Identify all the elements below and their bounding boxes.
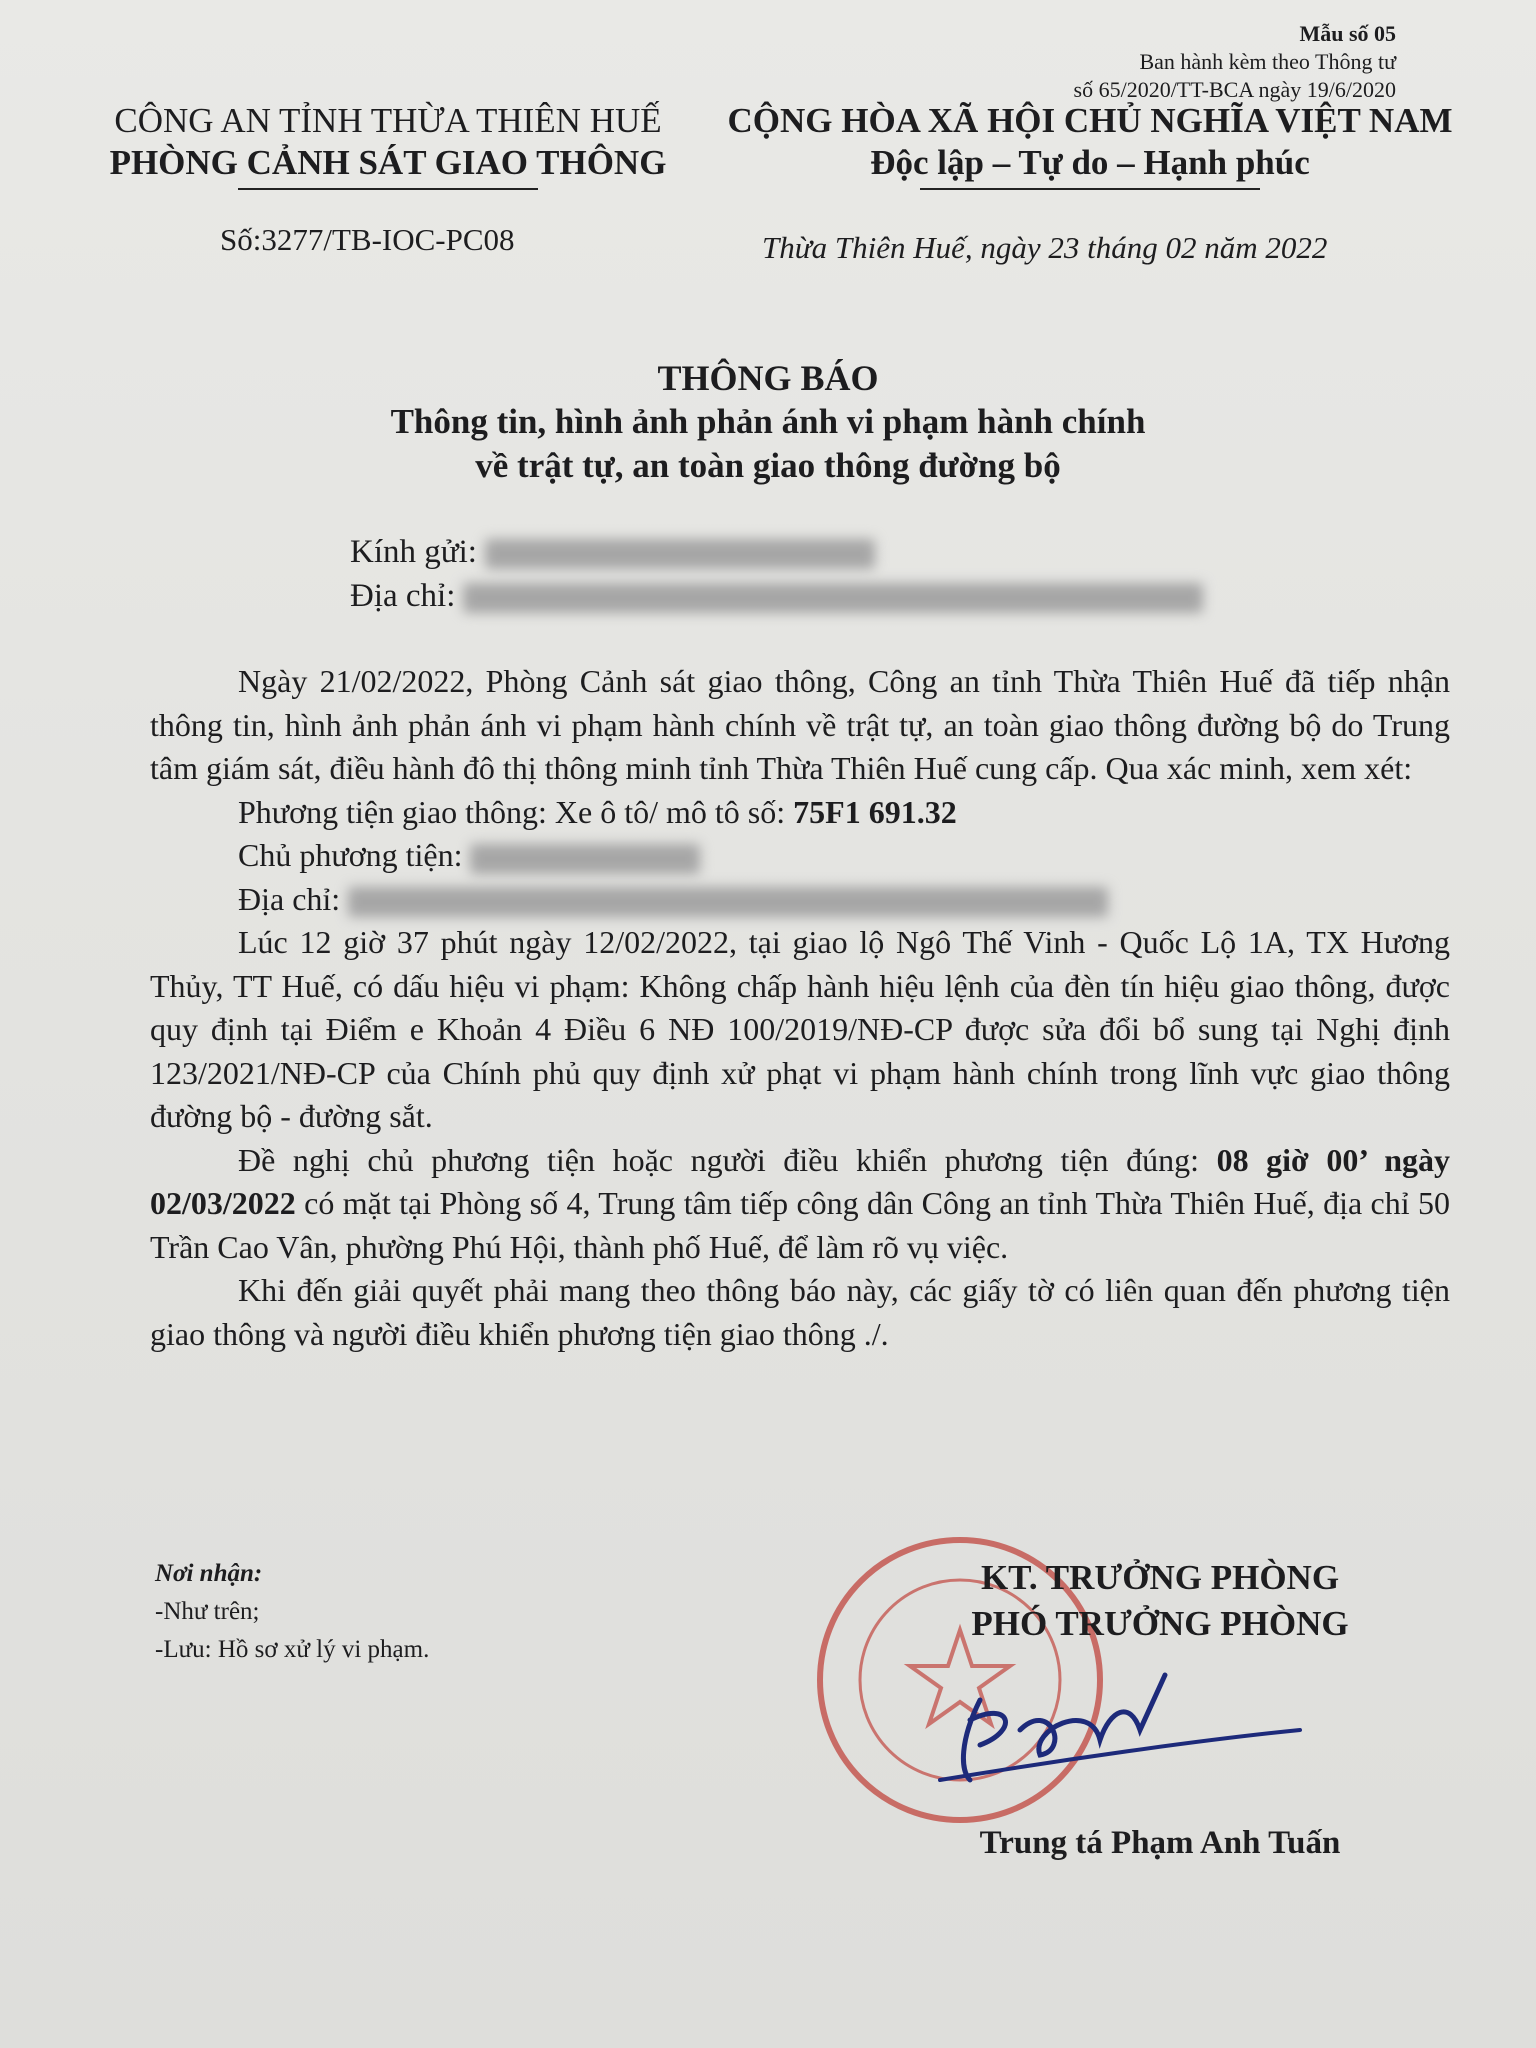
form-issued-line2: số 65/2020/TT-BCA ngày 19/6/2020 xyxy=(1073,77,1396,102)
document-title xyxy=(0,356,1536,488)
plate-number: 75F1 691.32 xyxy=(793,793,957,830)
recipients-list xyxy=(155,1555,429,1669)
form-code: Mẫu số 05 xyxy=(1299,21,1396,46)
paragraph-1: Ngày 21/02/2022, Phòng Cảnh sát giao thông, Công an tỉnh Thừa Thiên Huế đã tiếp nhận thông tin, hình ảnh phản ánh vi phạm hành chính về trật tự, an toàn giao thông đường bộ do Trung tâm giám sát, điều hành đô thị thông minh tỉnh Thừa Thiên Huế cung cấp. Qua xác minh, xem xét: xyxy=(150,663,1450,786)
state-header xyxy=(700,100,1480,190)
redacted-recipient-name xyxy=(485,539,875,569)
recipient-item: -Lưu: Hồ sơ xử lý vi phạm. xyxy=(155,1636,430,1663)
state-motto: Độc lập – Tự do – Hạnh phúc xyxy=(870,143,1310,182)
paragraph-2: Lúc 12 giờ 37 phút ngày 12/02/2022, tại giao lộ Ngô Thế Vinh - Quốc Lộ 1A, TX Hương Thủy, TT Huế, có dấu hiệu vi phạm: Không chấp hành hiệu lệnh của đèn tín hiệu giao thông, được quy định tại Điểm e Khoản 4 Điều 6 NĐ 100/2019/NĐ-CP được sửa đổi bổ sung tại Nghị định 123/2021/NĐ-CP của Chính phủ quy định xử phạt vi phạm hành chính trong lĩnh vực giao thông đường bộ - đường sắt. xyxy=(150,924,1450,1134)
owner-address-label: Địa chỉ: xyxy=(238,880,341,917)
vehicle-label: Phương tiện giao thông: Xe ô tô/ mô tô số: xyxy=(238,793,786,830)
owner-address-line xyxy=(150,878,1450,922)
motto-underline xyxy=(920,188,1260,190)
appointment-time: 08 giờ 00’ ngày 02/03/2022 xyxy=(150,1141,1451,1221)
agency-header xyxy=(88,100,688,190)
recipient-item: -Như trên; xyxy=(155,1598,260,1625)
to-label: Kính gửi: xyxy=(350,534,477,570)
agency-line2: PHÒNG CẢNH SÁT GIAO THÔNG xyxy=(109,143,667,182)
recipients-heading: Nơi nhận: xyxy=(155,1560,263,1587)
address-label: Địa chỉ: xyxy=(350,578,456,614)
paragraph-3 xyxy=(150,1139,1450,1270)
signature-title1: KT. TRƯỞNG PHÒNG xyxy=(980,1558,1340,1597)
state-name: CỘNG HÒA XÃ HỘI CHỦ NGHĨA VIỆT NAM xyxy=(727,101,1453,140)
owner-line xyxy=(150,834,1450,878)
redacted-owner-name xyxy=(470,844,700,874)
title-sub1: Thông tin, hình ảnh phản ánh vi phạm hành chính xyxy=(390,402,1146,441)
signature-block xyxy=(800,1555,1520,1647)
form-issued-line1: Ban hành kèm theo Thông tư xyxy=(1139,49,1396,74)
form-code-block xyxy=(1036,20,1396,104)
handwritten-signature xyxy=(900,1660,1320,1800)
redacted-owner-address xyxy=(348,887,1108,917)
p3-post: có mặt tại Phòng số 4, Trung tâm tiếp công dân Công an tỉnh Thừa Thiên Huế, địa chỉ 50 Trần Cao Vân, phường Phú Hội, thành phố Huế, để làm rõ vụ việc. xyxy=(150,1185,1451,1265)
recipient-block xyxy=(350,530,1203,618)
signer-name: Trung tá Phạm Anh Tuấn xyxy=(979,1825,1341,1861)
doc-number: Số:3277/TB-IOC-PC08 xyxy=(220,222,515,257)
redacted-recipient-address xyxy=(463,583,1203,613)
signature-title2: PHÓ TRƯỞNG PHÒNG xyxy=(971,1604,1349,1643)
title-sub2: về trật tự, an toàn giao thông đường bộ xyxy=(475,446,1061,485)
place-date: Thừa Thiên Huế, ngày 23 tháng 02 năm 2022 xyxy=(762,230,1328,265)
agency-line1: CÔNG AN TỈNH THỪA THIÊN HUẾ xyxy=(114,101,662,140)
document-body xyxy=(150,660,1450,1356)
owner-label: Chủ phương tiện: xyxy=(238,837,463,873)
vehicle-line xyxy=(150,791,1450,835)
p3-pre: Đề nghị chủ phương tiện hoặc người điều khiển phương tiện đúng: xyxy=(238,1141,1199,1178)
paragraph-4: Khi đến giải quyết phải mang theo thông báo này, các giấy tờ có liên quan đến phương tiện giao thông và người điều khiển phương tiện giao thông ./. xyxy=(150,1272,1450,1352)
agency-underline xyxy=(238,188,538,190)
title-heading: THÔNG BÁO xyxy=(657,358,879,398)
